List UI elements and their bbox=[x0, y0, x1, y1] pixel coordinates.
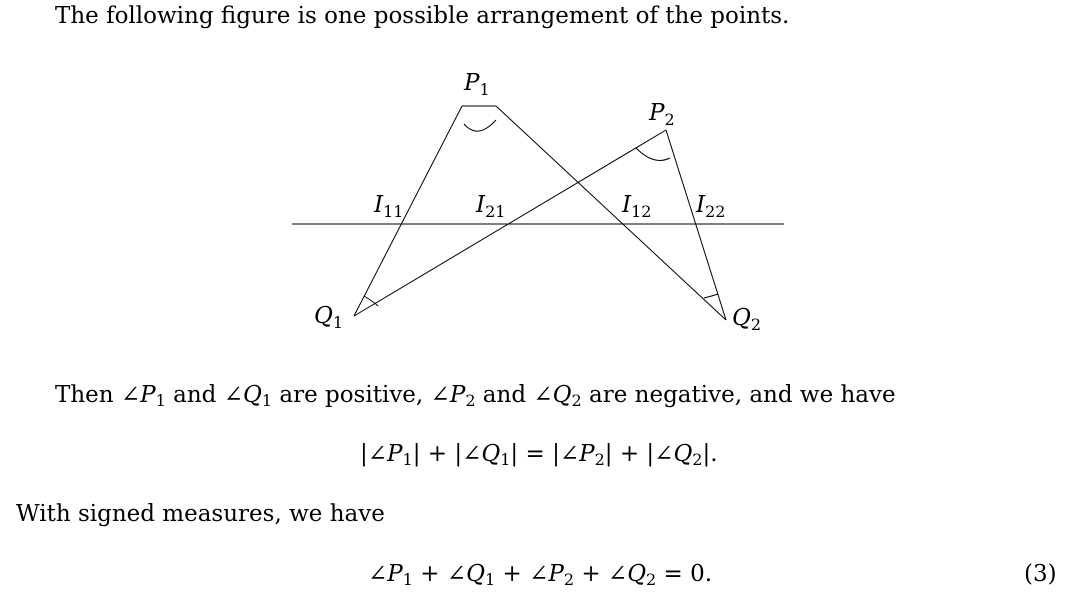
segment-p1-q2 bbox=[496, 106, 726, 320]
label-q1: $Q_1$ bbox=[314, 303, 344, 332]
label-q2: $Q_2$ bbox=[732, 305, 762, 334]
signed-angle-equation: $\angle P_1$ + $\angle Q_1$ + $\angle P_2$ + $\angle Q_2 = 0$. bbox=[368, 561, 713, 589]
equation-number: (3) bbox=[1024, 561, 1057, 587]
angle-arc-q2 bbox=[704, 294, 718, 298]
angle-sign-sentence: Then $\angle P_1$ and $\angle Q_1$ are positive, $\angle P_2$ and $\angle Q_2$ are negative, and we have bbox=[55, 382, 896, 410]
label-i22: $I_{22}$ bbox=[696, 192, 726, 221]
label-i21: $I_{21}$ bbox=[476, 192, 506, 221]
intro-sentence: The following figure is one possible arrangement of the points. bbox=[55, 3, 790, 29]
absolute-angle-equation: $|\angle P_1|$ + $|\angle Q_1|$ = $|\angle P_2|$ + $|\angle Q_2|$. bbox=[360, 441, 718, 469]
label-p1: $P_1$ bbox=[464, 70, 490, 99]
segment-q1-p2 bbox=[354, 130, 666, 316]
label-p2: $P_2$ bbox=[649, 100, 675, 129]
angle-arc-q1 bbox=[364, 296, 378, 306]
angle-arc-p2 bbox=[636, 148, 670, 160]
segment-p1-q1 bbox=[354, 106, 462, 316]
label-i11: $I_{11}$ bbox=[374, 192, 404, 221]
angle-arc-p1 bbox=[464, 120, 496, 131]
signed-measures-sentence: With signed measures, we have bbox=[16, 501, 385, 527]
label-i12: $I_{12}$ bbox=[622, 192, 652, 221]
